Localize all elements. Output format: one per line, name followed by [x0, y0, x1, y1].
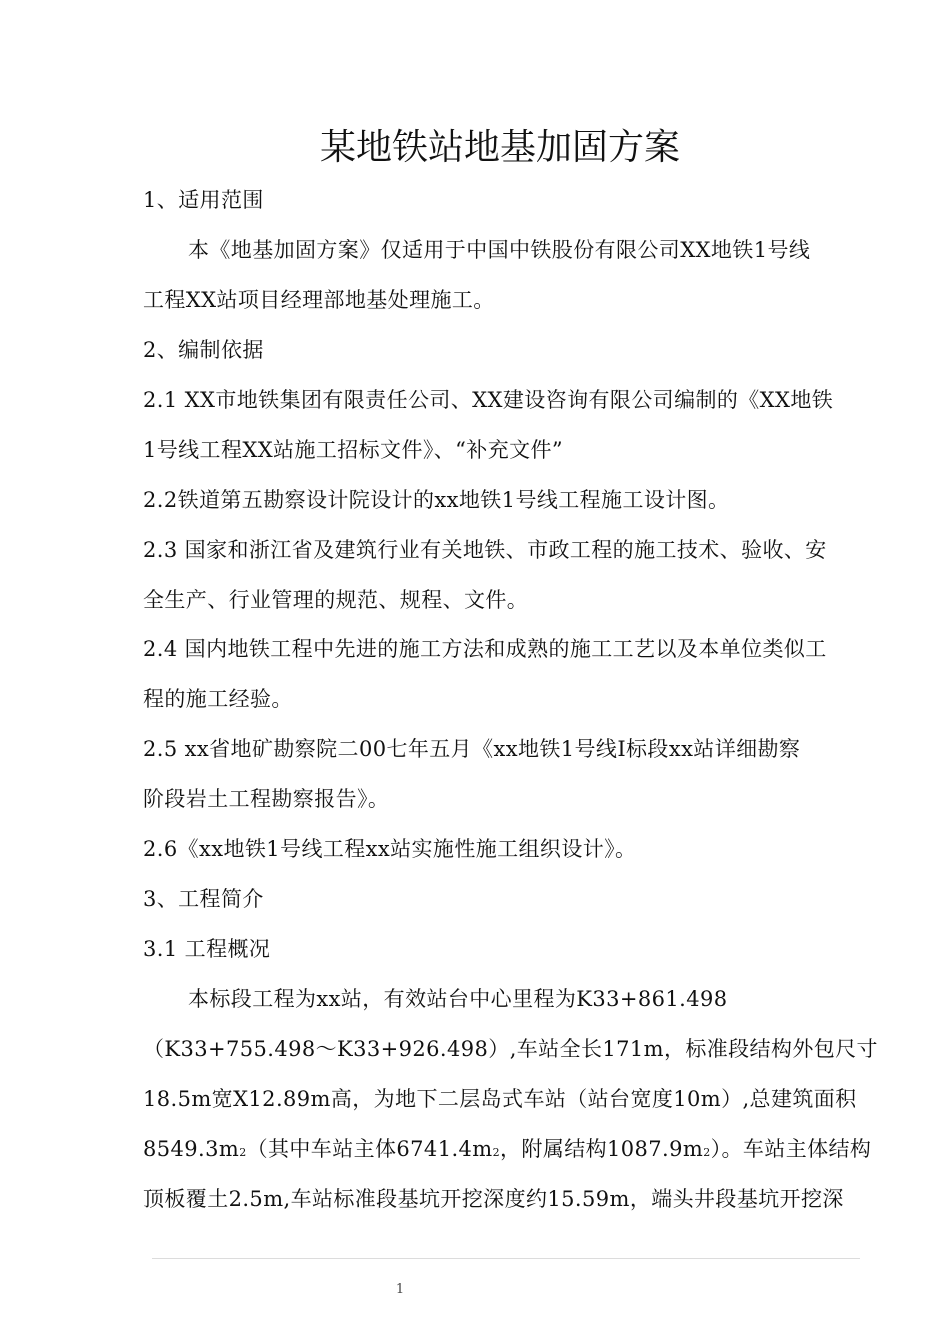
footer-divider: [152, 1258, 860, 1259]
unit-superscript: 2: [492, 1146, 501, 1159]
paragraph-line: 2.6《xx地铁1号线工程xx站实施性施工组织设计》。: [143, 837, 637, 861]
area-text: ）。车站主体结构: [710, 1137, 872, 1161]
section-heading-3: 3、工程简介: [143, 887, 264, 911]
paragraph-line: 2.2铁道第五勘察设计院设计的xx地铁1号线工程施工设计图。: [143, 488, 730, 512]
area-text: ，附属结构1087.9m: [500, 1137, 704, 1161]
paragraph-line: 2.1 XX市地铁集团有限责任公司、XX建设咨询有限公司编制的《XX地铁: [143, 388, 834, 412]
unit-superscript: 2: [239, 1146, 247, 1159]
area-text: （其中车站主体6741.4m: [246, 1137, 493, 1161]
unit-superscript: 2: [703, 1146, 711, 1159]
section-heading-1: 1、适用范围: [143, 188, 264, 212]
page-number: 1: [395, 1282, 405, 1297]
paragraph-line: 工程XX站项目经理部地基处理施工。: [143, 288, 495, 312]
paragraph-line: 18.5m宽X12.89m高，为地下二层岛式车站（站台宽度10m）,总建筑面积: [143, 1087, 857, 1111]
section-heading-2: 2、编制依据: [143, 338, 264, 362]
paragraph-line: 2.3 国家和浙江省及建筑行业有关地铁、市政工程的施工技术、验收、安: [143, 538, 827, 562]
paragraph-line: 2.5 xx省地矿勘察院二00七年五月《xx地铁1号线Ⅰ标段xx站详细勘察: [143, 737, 801, 761]
paragraph-line: 本《地基加固方案》仅适用于中国中铁股份有限公司XX地铁1号线: [188, 238, 811, 262]
paragraph-line: （K33+755.498～K33+926.498）,车站全长171m，标准段结构外包尺寸: [143, 1037, 878, 1061]
paragraph-line: 1号线工程XX站施工招标文件》、“补充文件”: [143, 438, 564, 462]
paragraph-line-area: [143, 1134, 871, 1168]
paragraph-line: 本标段工程为xx站，有效站台中心里程为K33+861.498: [188, 987, 728, 1011]
area-text: 8549.3m: [143, 1137, 240, 1161]
paragraph-line: 阶段岩土工程勘察报告》。: [143, 787, 390, 811]
paragraph-line: 顶板覆土2.5m,车站标准段基坑开挖深度约15.59m，端头井段基坑开挖深: [143, 1187, 844, 1211]
document-title: 某地铁站地基加固方案: [319, 127, 680, 168]
paragraph-line: 全生产、行业管理的规范、规程、文件。: [143, 588, 529, 612]
subsection-heading: 3.1 工程概况: [143, 937, 271, 961]
paragraph-line: 程的施工经验。: [143, 687, 293, 711]
paragraph-line: 2.4 国内地铁工程中先进的施工方法和成熟的施工工艺以及本单位类似工: [143, 637, 827, 661]
